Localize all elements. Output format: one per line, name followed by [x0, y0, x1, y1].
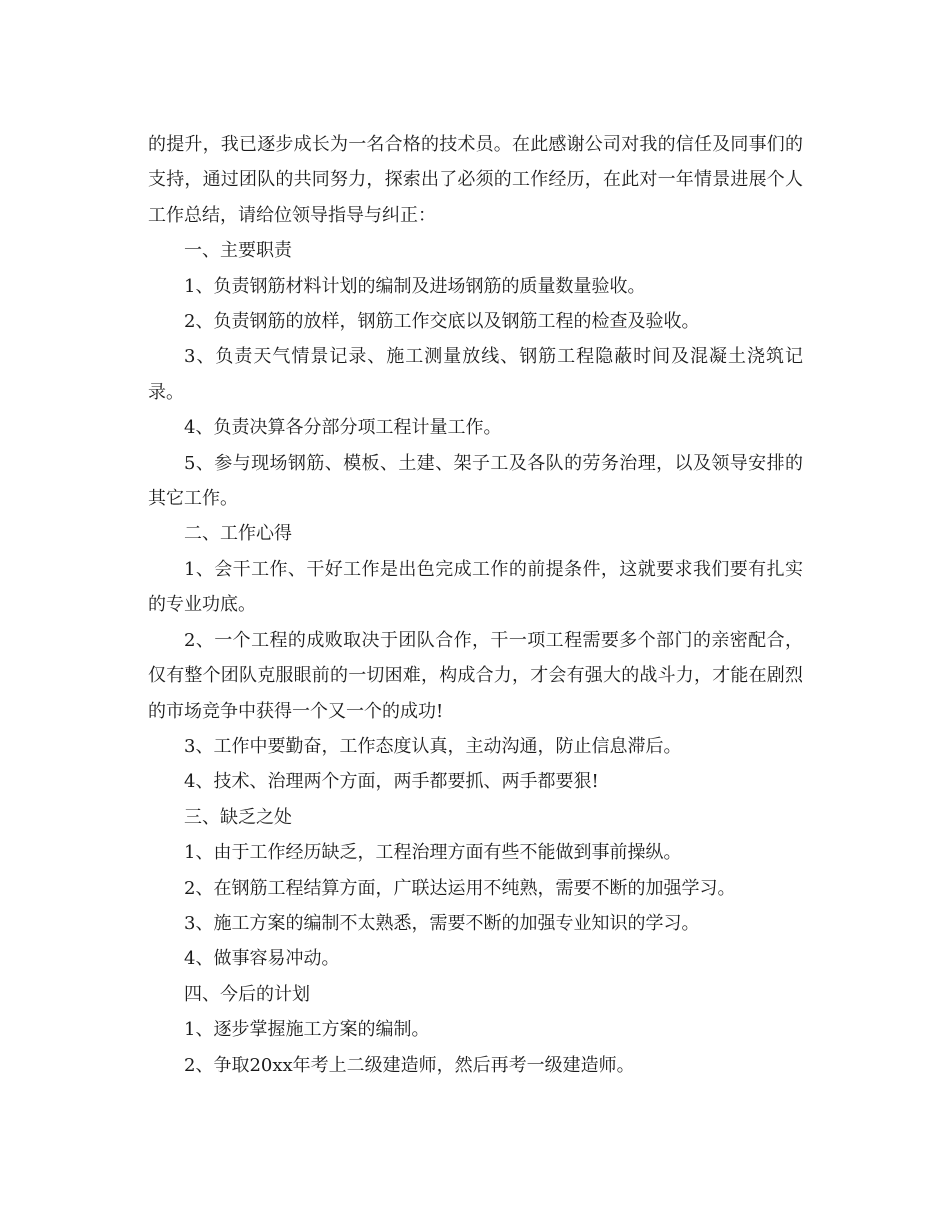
list-item-duty-1: 1、负责钢筋材料计划的编制及进场钢筋的质量数量验收。: [184, 275, 646, 297]
section-heading-work-experience: 二、工作心得: [184, 523, 292, 545]
list-item-shortcoming-3: 3、施工方案的编制不太熟悉，需要不断的加强专业知识的学习。: [184, 912, 700, 934]
section-heading-future-plans: 四、今后的计划: [184, 983, 310, 1005]
list-item-duty-3: 3、负责天气情景记录、施工测量放线、钢筋工程隐蔽时间及混凝土浇筑记录。: [148, 346, 803, 403]
list-item-plan-1: 1、逐步掌握施工方案的编制。: [184, 1019, 430, 1041]
list-item-shortcoming-1: 1、由于工作经历缺乏，工程治理方面有些不能做到事前操纵。: [184, 842, 682, 864]
list-item-experience-4: 4、技术、治理两个方面，两手都要抓、两手都要狠!: [184, 771, 599, 793]
document-body: [148, 127, 803, 1083]
paragraph-intro: 的提升，我已逐步成长为一名合格的技术员。在此感谢公司对我的信任及同事们的支持，通过团队的共同努力，探索出了必须的工作经历，在此对一年情景进展个人工作总结，请给位领导指导与纠正：: [148, 134, 803, 226]
section-heading-shortcomings: 三、缺乏之处: [184, 806, 292, 828]
list-item-duty-5: 5、参与现场钢筋、模板、土建、架子工及各队的劳务治理，以及领导安排的其它工作。: [148, 452, 803, 510]
list-item-experience-3: 3、工作中要勤奋，工作态度认真，主动沟通，防止信息滞后。: [184, 735, 682, 757]
list-item-duty-2: 2、负责钢筋的放样，钢筋工作交底以及钢筋工程的检查及验收。: [184, 311, 700, 333]
list-item-duty-4: 4、负责决算各分部分项工程计量工作。: [184, 417, 502, 439]
section-heading-main-duties: 一、主要职责: [184, 240, 292, 262]
list-item-plan-2: 2、争取20xx年考上二级建造师，然后再考一级建造师。: [184, 1054, 635, 1076]
list-item-experience-2: 2、一个工程的成败取决于团队合作，干一项工程需要多个部门的亲密配合，仅有整个团队克服眼前的一切困难，构成合力，才会有强大的战斗力，才能在剧烈的市场竞争中获得一个又一个的成功!: [148, 629, 803, 722]
list-item-shortcoming-2: 2、在钢筋工程结算方面，广联达运用不纯熟，需要不断的加强学习。: [184, 877, 736, 899]
list-item-shortcoming-4: 4、做事容易冲动。: [184, 948, 340, 970]
list-item-experience-1: 1、会干工作、干好工作是出色完成工作的前提条件，这就要求我们要有扎实的专业功底。: [148, 558, 803, 616]
